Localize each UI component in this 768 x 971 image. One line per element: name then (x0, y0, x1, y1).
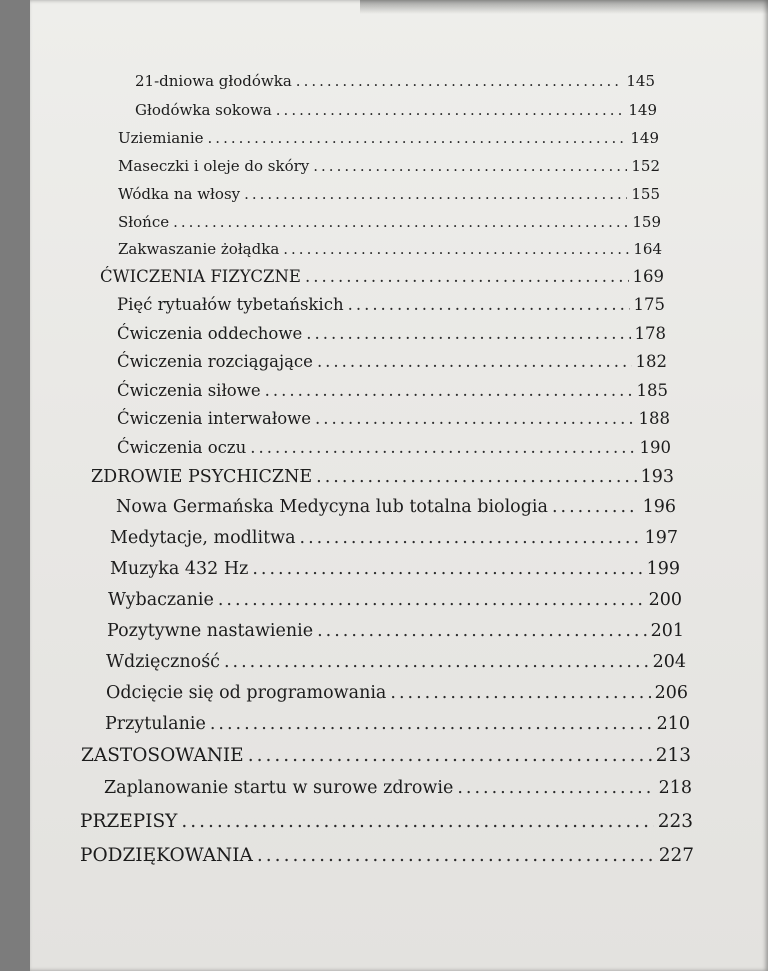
toc-entry-title: 21-dniowa głodówka (135, 72, 292, 90)
toc-entry-page: 175 (633, 295, 665, 314)
toc-entry-page: 197 (644, 528, 678, 548)
toc-entry-title: Słońce (118, 213, 170, 231)
dot-leader (306, 324, 630, 343)
dot-leader (283, 240, 629, 258)
dot-leader (313, 157, 627, 175)
dot-leader (457, 778, 654, 798)
toc-entry (104, 778, 692, 802)
toc-entry-page: 149 (630, 129, 659, 147)
toc-entry-title: Przytulanie (105, 714, 206, 734)
toc-entry-title: Maseczki i oleje do skóry (118, 157, 310, 175)
toc-entry-title: Wybaczanie (108, 590, 214, 610)
toc-entry-title: Odcięcie się od programowania (106, 683, 387, 703)
dot-leader (390, 683, 650, 703)
dot-leader (552, 497, 639, 517)
dot-leader (252, 559, 642, 579)
toc-entry-title: Nowa Germańska Medycyna lub totalna biologia (116, 497, 548, 517)
toc-entry-page: 164 (633, 240, 662, 258)
dot-leader (250, 438, 635, 457)
toc-entry-page: 196 (642, 497, 676, 517)
toc-entry (118, 157, 660, 181)
toc-entry (117, 381, 668, 405)
toc-entry-page: 185 (636, 381, 668, 400)
toc-entry (117, 324, 666, 348)
toc-section-title: PRZEPISY (80, 811, 178, 832)
toc-entry (110, 559, 680, 583)
toc-entry (135, 72, 655, 96)
toc-entry-page: 199 (646, 559, 680, 579)
toc-entry (110, 528, 678, 552)
toc-entry (117, 409, 670, 433)
toc-section (81, 745, 691, 769)
toc-entry-title: Medytacje, modlitwa (110, 528, 296, 548)
dot-leader (265, 381, 633, 400)
toc-entry-page: 182 (635, 352, 667, 371)
toc-section (80, 845, 694, 869)
dot-leader (316, 467, 636, 487)
toc-entry-title: Ćwiczenia interwałowe (117, 409, 312, 428)
toc-entry-page: 218 (658, 778, 692, 798)
toc-entry (117, 295, 665, 319)
toc-entry-title: Ćwiczenia siłowe (117, 381, 261, 400)
toc-section-title: ZDROWIE PSYCHICZNE (91, 467, 313, 487)
toc-entry-page: 145 (626, 72, 655, 90)
toc-section-page: 223 (657, 811, 693, 832)
toc-entry (108, 590, 682, 614)
toc-section (100, 267, 664, 291)
toc-entry (105, 714, 690, 738)
toc-entry-title: Muzyka 432 Hz (110, 559, 249, 579)
dot-leader (244, 185, 627, 203)
toc-entry-page: 159 (632, 213, 661, 231)
toc-entry-page: 188 (638, 409, 670, 428)
dot-leader (276, 101, 625, 119)
toc-entry-page: 204 (652, 652, 686, 672)
toc-entry-title: Wódka na włosy (118, 185, 241, 203)
toc-entry (106, 683, 688, 707)
toc-entry-title: Zaplanowanie startu w surowe zdrowie (104, 778, 454, 798)
dot-leader (305, 267, 629, 286)
toc-entry (118, 185, 660, 209)
dot-leader (317, 352, 632, 371)
dot-leader (208, 129, 627, 147)
toc-section-page: 169 (632, 267, 664, 286)
toc-entry-title: Ćwiczenia oczu (117, 438, 247, 457)
toc-section (91, 467, 674, 491)
toc-entry-page: 210 (656, 714, 690, 734)
toc-entry-title: Głodówka sokowa (135, 101, 272, 119)
dot-leader (224, 652, 649, 672)
toc-entry (118, 129, 659, 153)
toc-entry-page: 155 (631, 185, 660, 203)
dot-leader (348, 295, 630, 314)
toc-entry-title: Ćwiczenia rozciągające (117, 352, 313, 371)
toc-entry (135, 101, 657, 125)
toc-entry (118, 240, 662, 264)
toc-entry-page: 200 (648, 590, 682, 610)
toc-entry-page: 190 (639, 438, 671, 457)
toc-section-title: PODZIĘKOWANIA (80, 845, 253, 866)
dot-leader (257, 845, 655, 866)
toc-entry-page: 178 (634, 324, 666, 343)
dot-leader (300, 528, 641, 548)
toc-entry (117, 438, 671, 462)
dot-leader (210, 714, 653, 734)
dot-leader (181, 811, 653, 832)
toc-entry-page: 149 (628, 101, 657, 119)
dot-leader (315, 409, 634, 428)
toc-section-page: 193 (640, 467, 674, 487)
toc-entry-title: Pozytywne nastawienie (107, 621, 314, 641)
toc-entry-title: Ćwiczenia oddechowe (117, 324, 303, 343)
toc-entry (107, 621, 684, 645)
dot-leader (218, 590, 645, 610)
toc-entry (117, 352, 667, 376)
toc-section-page: 213 (655, 745, 691, 766)
dot-leader (173, 213, 628, 231)
toc-entry-page: 201 (650, 621, 684, 641)
dot-leader (296, 72, 623, 90)
toc-entry-title: Zakwaszanie żołądka (118, 240, 280, 258)
dot-leader (317, 621, 646, 641)
toc-entry-page: 152 (631, 157, 660, 175)
toc-section (80, 811, 693, 835)
toc-section-page: 227 (658, 845, 694, 866)
toc-entry (116, 497, 676, 521)
toc-entry-title: Uziemianie (118, 129, 204, 147)
toc-section-title: ZASTOSOWANIE (81, 745, 244, 766)
toc-entry (106, 652, 686, 676)
toc-entry (118, 213, 661, 237)
toc-section-title: ĆWICZENIA FIZYCZNE (100, 267, 301, 286)
toc-entry-title: Wdzięczność (106, 652, 220, 672)
dot-leader (248, 745, 652, 766)
toc-entry-page: 206 (654, 683, 688, 703)
toc-entry-title: Pięć rytuałów tybetańskich (117, 295, 344, 314)
